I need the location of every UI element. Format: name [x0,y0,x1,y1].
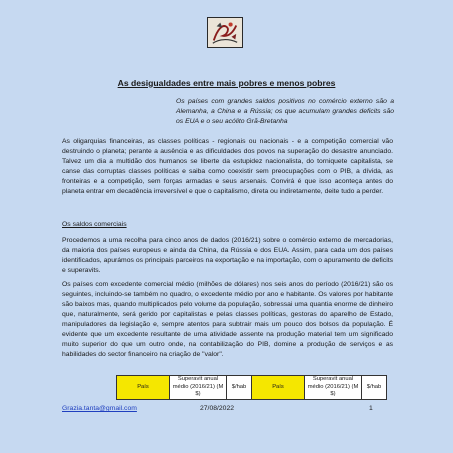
table-header-country-2: País [252,376,305,400]
document-title: As desigualdades entre mais pobres e menos pobres [117,77,336,88]
table-header-per-capita: $/hab [227,376,252,400]
body-paragraph-2: Procedemos a uma recolha para cinco anos de dados (2016/21) sobre o comércio externo de mercadorias, da maioria dos países europeus e ainda da China, da Rússia e dos EUA. Assim, para cada um dos países identificados, apurámos os principais parceiros na exportação e na importação, com o apuramento de deficits e superavits. [62,237,393,274]
section-heading: Os saldos comerciais [62,221,127,228]
table-header-row [117,376,387,400]
author-logo-graphic [208,18,242,47]
body-paragraph-3: Os países com excedente comercial médio (milhões de dólares) nos seis anos do período (2016/21) são os seguintes, incluindo-se também no quadro, o excedente médio por ano e habitante. Os valores por habitante são baixos mas, quando multiplicados pelo volume da população, sobressai uma quantia enorme de dinheiro que, naturalmente, será gerido por capitalistas e pelas classes políticas, gestoras do aparelho de Estado, manipuladores da legislação e, sempre atentos para subtrair mais um pouco dos bolsos da população. É evidente que um excedente resultante de uma atividade assente na produção material tem um significado muito superior do que um outro onde, na contabilização do PIB, domine a produção de serviços e as habilidades do sector financeiro na criação de "valor". [62,281,393,358]
epigraph-quote: Os países com grandes saldos positivos no comércio externo são a Alemanha, a China e a Rússia; os que acumulam grandes deficits são os EUA e o seu acólito Grã-Bretanha [176,98,394,125]
author-email-link[interactable]: Grazia.tanta@gmail.com [62,405,137,412]
table-header-surplus: Superavit anual médio (2016/21) (M $) [170,376,227,400]
author-logo-icon [207,17,243,48]
footer-date: 27/08/2022 [200,405,235,412]
table-header-per-capita-2: $/hab [362,376,387,400]
table-header-surplus-2: Superavit anual médio (2016/21) (M $) [305,376,362,400]
body-paragraph-1: As oligarquias financeiras, as classes políticas - regionais ou nacionais - e a competição comercial vão destruindo o planeta; perante a ausência e as dificuldades dos povos na superação do desastre anunciado. Talvez um dia a multidão dos humanos se liberte da estupidez nacionalista, do torniquete capitalista, se canse das corruptas classes políticas e saiba como coexistir sem preocupações com o PIB, a dívida, as fronteiras e a competição, sem forças armadas e seus arsenais. Convirá é que isso aconteça antes do planeta entrar em decadência irreversível e que o capitalismo, direta ou indiretamente, deite tudo a perder. [62,138,393,195]
page-number: 1 [369,405,373,412]
trade-surplus-table [116,375,387,400]
table-header-country: País [117,376,170,400]
